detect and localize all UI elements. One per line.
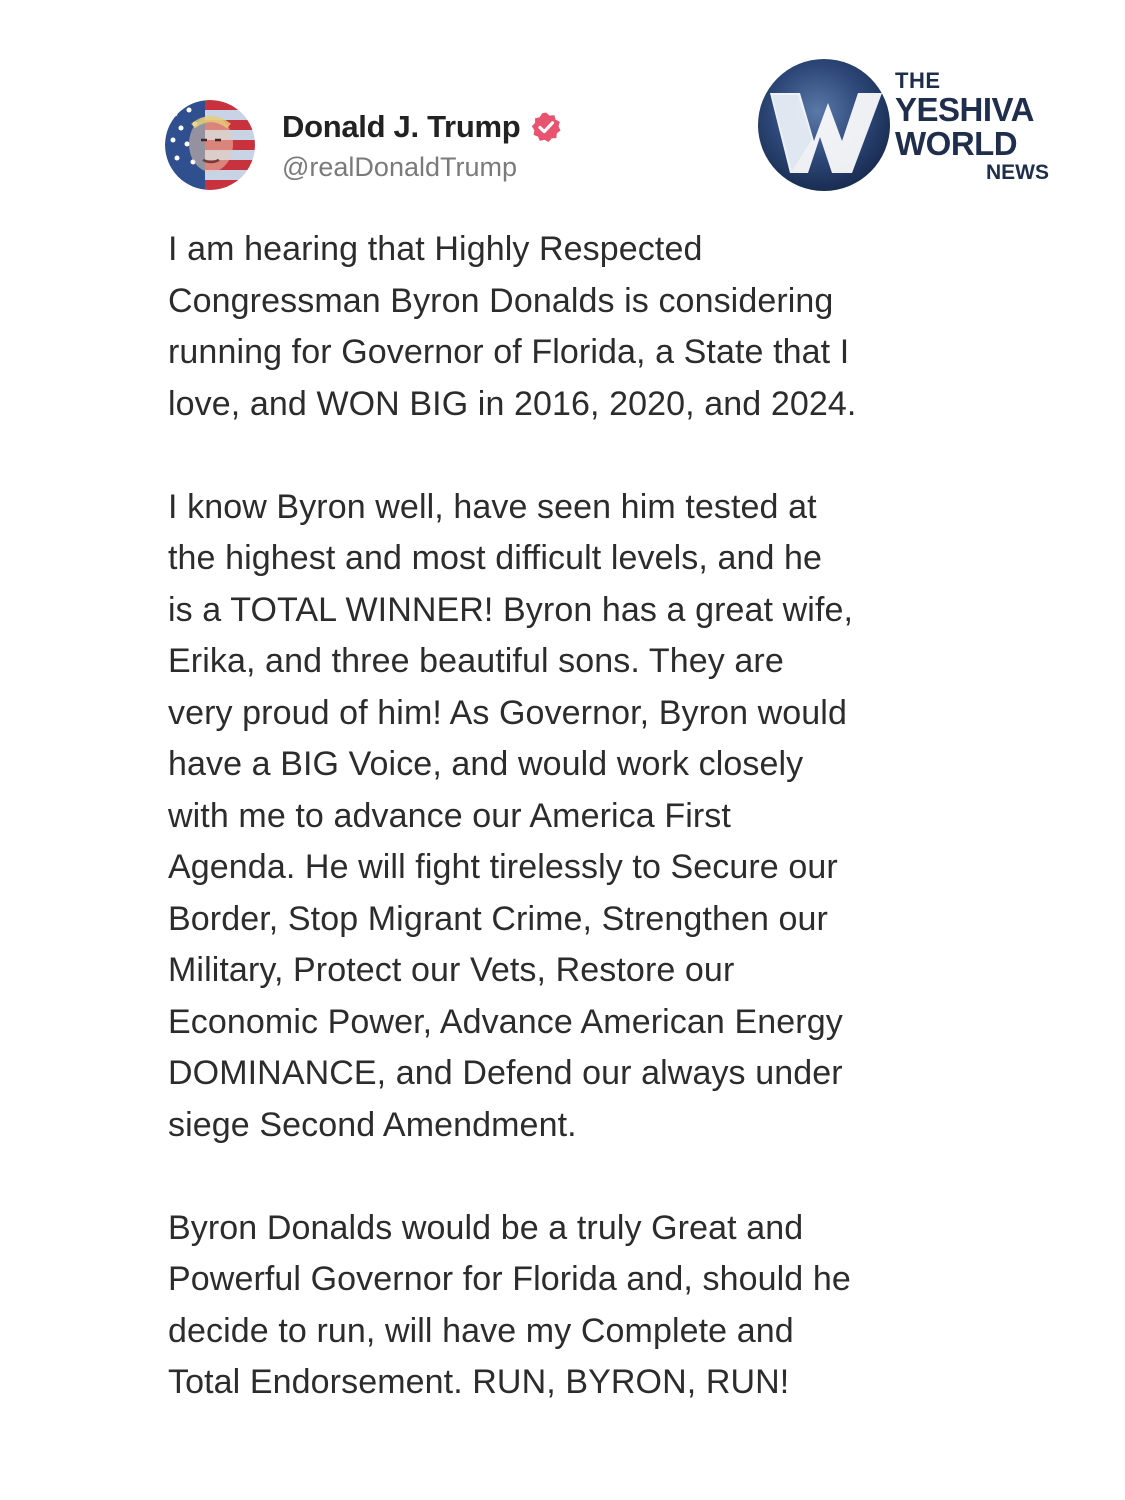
post-line: the highest and most difficult levels, and he — [168, 539, 823, 577]
post-line: decide to run, will have my Complete and — [168, 1311, 794, 1350]
verified-badge-icon — [530, 111, 562, 143]
post-line: running for Governor of Florida, a State that I — [168, 333, 850, 371]
post-line: love, and WON BIG in 2016, 2020, and 2024. — [168, 384, 857, 423]
post-paragraph — [168, 482, 968, 1152]
post-line: I know Byron well, have seen him tested at — [168, 487, 817, 526]
post-paragraph — [168, 224, 968, 430]
post-line: with me to advance our America First — [168, 796, 731, 835]
author-display-name[interactable]: Donald J. Trump — [282, 109, 521, 144]
logo-the-text: THE — [895, 68, 941, 93]
post-paragraph — [168, 1203, 968, 1409]
post-line: Border, Stop Migrant Crime, Strengthen our — [168, 899, 828, 938]
post-line: Military, Protect our Vets, Restore our — [168, 951, 735, 989]
logo-wordmark — [895, 70, 1053, 183]
post-line: have a BIG Voice, and would work closely — [168, 745, 804, 783]
author-name-row — [282, 106, 562, 148]
logo-news-text: NEWS — [986, 161, 1049, 184]
avatar-image — [165, 100, 255, 190]
post-body — [168, 224, 968, 1460]
author-handle[interactable]: @realDonaldTrump — [282, 152, 517, 182]
post-line: I am hearing that Highly Respected — [168, 230, 703, 268]
post-line: Total Endorsement. RUN, BYRON, RUN! — [168, 1363, 790, 1401]
logo-world-text: WORLD — [895, 125, 1018, 162]
post-line: siege Second Amendment. — [168, 1105, 577, 1144]
post-line: is a TOTAL WINNER! Byron has a great wife, — [168, 590, 854, 629]
post-line: Economic Power, Advance American Energy — [168, 1002, 843, 1041]
avatar[interactable] — [165, 100, 255, 190]
post-line: Powerful Governor for Florida and, should he — [168, 1260, 851, 1298]
post-line: very proud of him! As Governor, Byron would — [168, 693, 847, 732]
post-line: DOMINANCE, and Defend our always under — [168, 1054, 843, 1092]
logo-yeshiva-text: YESHIVA — [895, 91, 1034, 128]
post-line: Congressman Byron Donalds is considering — [168, 281, 834, 320]
post-line: Byron Donalds would be a truly Great and — [168, 1208, 804, 1247]
post-line: Erika, and three beautiful sons. They are — [168, 642, 784, 680]
post-line: Agenda. He will fight tirelessly to Secure our — [168, 848, 838, 886]
